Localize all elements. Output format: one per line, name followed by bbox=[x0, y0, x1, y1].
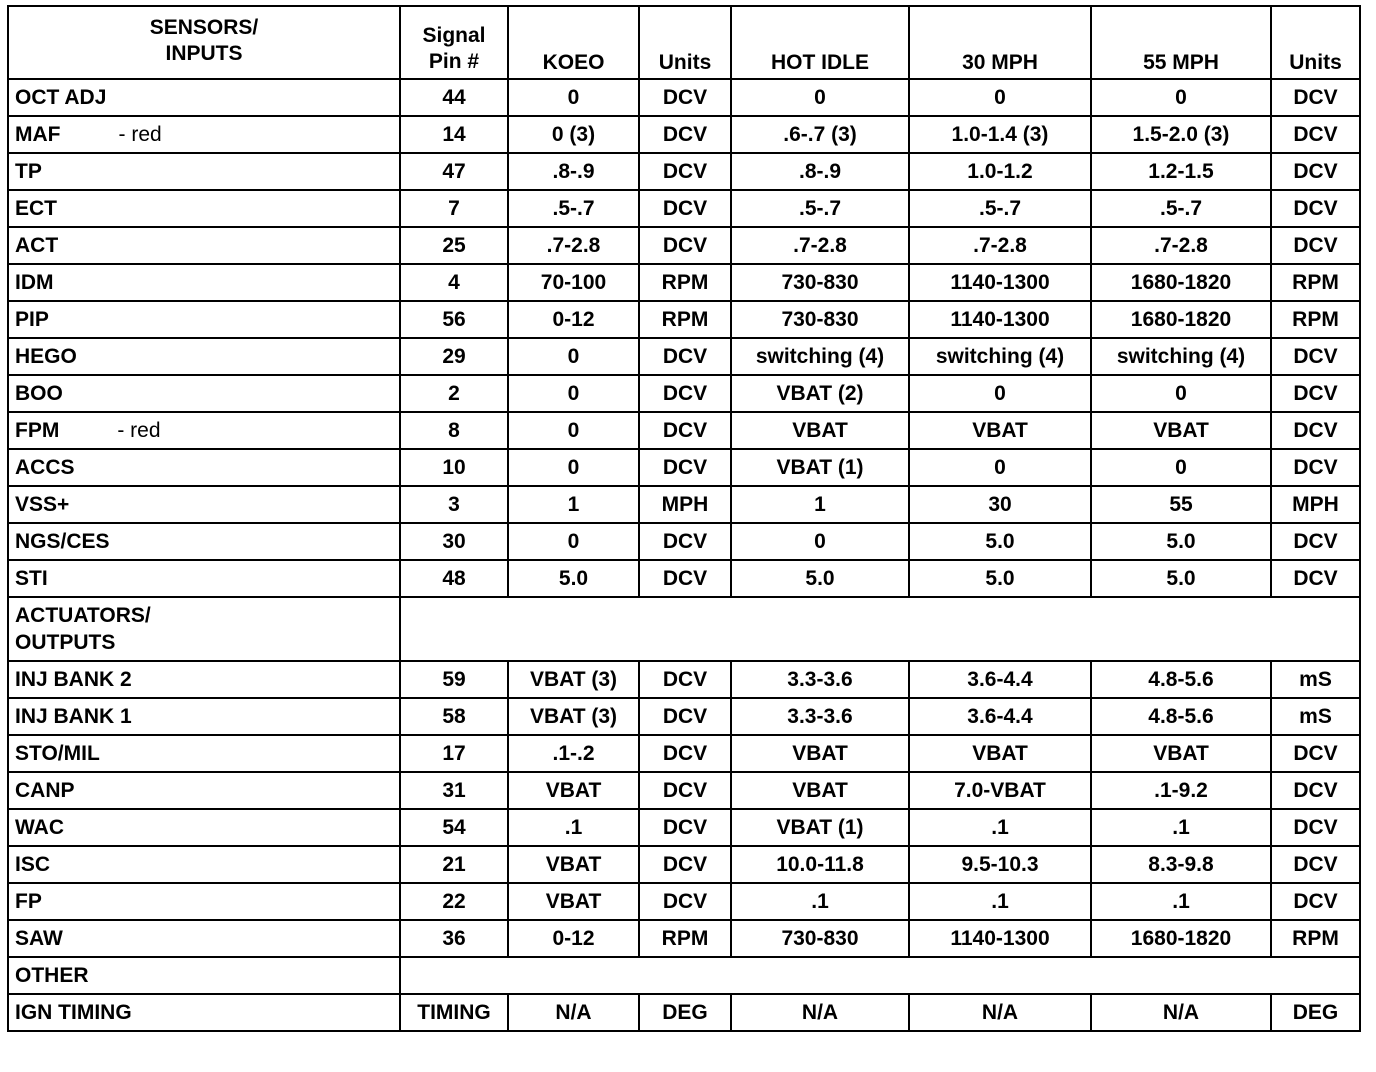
row-name bbox=[8, 338, 400, 375]
cell-koeo: VBAT bbox=[508, 883, 639, 920]
cell-hot-idle: .1 bbox=[731, 883, 909, 920]
cell-mph55: 1.5-2.0 (3) bbox=[1091, 116, 1271, 153]
cell-mph30: .5-.7 bbox=[909, 190, 1091, 227]
cell-units2: DEG bbox=[1271, 994, 1360, 1031]
header-units-2: Units bbox=[1271, 6, 1360, 79]
cell-units1: DCV bbox=[639, 449, 731, 486]
cell-units2: DCV bbox=[1271, 846, 1360, 883]
row-name-text: SAW bbox=[15, 926, 63, 950]
row-name bbox=[8, 227, 400, 264]
row-name-text: ACT bbox=[15, 233, 59, 257]
cell-units1: DCV bbox=[639, 153, 731, 190]
cell-mph55: VBAT bbox=[1091, 735, 1271, 772]
row-name bbox=[8, 449, 400, 486]
cell-pin: 54 bbox=[400, 809, 508, 846]
table-row bbox=[8, 153, 1360, 190]
cell-mph30: switching (4) bbox=[909, 338, 1091, 375]
cell-mph55: .5-.7 bbox=[1091, 190, 1271, 227]
row-name-text: MAF bbox=[15, 122, 61, 146]
cell-mph55: 0 bbox=[1091, 79, 1271, 116]
cell-units1: DCV bbox=[639, 412, 731, 449]
cell-units1: DCV bbox=[639, 190, 731, 227]
cell-units1: DCV bbox=[639, 661, 731, 698]
row-name-text: PIP bbox=[15, 307, 49, 331]
cell-mph30: 1140-1300 bbox=[909, 920, 1091, 957]
cell-pin: 14 bbox=[400, 116, 508, 153]
cell-mph55: 55 bbox=[1091, 486, 1271, 523]
table-row bbox=[8, 661, 1360, 698]
row-name-text: ISC bbox=[15, 852, 51, 876]
cell-koeo: .5-.7 bbox=[508, 190, 639, 227]
header-sensors-line1: SENSORS/ bbox=[149, 16, 259, 39]
cell-koeo: 0 bbox=[508, 375, 639, 412]
cell-koeo: 0 bbox=[508, 338, 639, 375]
cell-units2: MPH bbox=[1271, 486, 1360, 523]
row-name bbox=[8, 661, 400, 698]
cell-mph55: .1-9.2 bbox=[1091, 772, 1271, 809]
cell-koeo: 5.0 bbox=[508, 560, 639, 597]
cell-units2: DCV bbox=[1271, 375, 1360, 412]
cell-mph30: 3.6-4.4 bbox=[909, 661, 1091, 698]
header-units-1: Units bbox=[639, 6, 731, 79]
cell-koeo: 0 bbox=[508, 412, 639, 449]
cell-hot-idle: 0 bbox=[731, 79, 909, 116]
table-row bbox=[8, 560, 1360, 597]
cell-mph30: 1140-1300 bbox=[909, 301, 1091, 338]
cell-units2: DCV bbox=[1271, 412, 1360, 449]
cell-pin: 30 bbox=[400, 523, 508, 560]
table-row bbox=[8, 264, 1360, 301]
cell-units2: mS bbox=[1271, 661, 1360, 698]
cell-mph55: switching (4) bbox=[1091, 338, 1271, 375]
ecu-pin-voltage-table bbox=[7, 5, 1361, 1032]
cell-mph30: 0 bbox=[909, 375, 1091, 412]
cell-units2: DCV bbox=[1271, 338, 1360, 375]
cell-hot-idle: VBAT bbox=[731, 412, 909, 449]
cell-koeo: 0 bbox=[508, 523, 639, 560]
cell-pin: 21 bbox=[400, 846, 508, 883]
cell-hot-idle: .8-.9 bbox=[731, 153, 909, 190]
cell-koeo: .7-2.8 bbox=[508, 227, 639, 264]
cell-units1: DCV bbox=[639, 375, 731, 412]
row-name bbox=[8, 920, 400, 957]
row-name-text: CANP bbox=[15, 778, 75, 802]
table-row bbox=[8, 227, 1360, 264]
table-row bbox=[8, 116, 1360, 153]
table-row bbox=[8, 375, 1360, 412]
cell-units1: DCV bbox=[639, 846, 731, 883]
table-row bbox=[8, 735, 1360, 772]
cell-mph55: 4.8-5.6 bbox=[1091, 661, 1271, 698]
row-name-text: FPM bbox=[15, 418, 60, 442]
row-name bbox=[8, 375, 400, 412]
cell-units2: RPM bbox=[1271, 264, 1360, 301]
cell-pin: 10 bbox=[400, 449, 508, 486]
cell-hot-idle: 3.3-3.6 bbox=[731, 661, 909, 698]
cell-mph30: 1.0-1.4 (3) bbox=[909, 116, 1091, 153]
cell-koeo: 0 (3) bbox=[508, 116, 639, 153]
cell-hot-idle: .6-.7 (3) bbox=[731, 116, 909, 153]
row-name-text: INJ BANK 2 bbox=[15, 667, 132, 691]
cell-koeo: 0-12 bbox=[508, 920, 639, 957]
row-name bbox=[8, 79, 400, 116]
cell-units1: DCV bbox=[639, 735, 731, 772]
cell-hot-idle: 3.3-3.6 bbox=[731, 698, 909, 735]
row-name bbox=[8, 560, 400, 597]
cell-mph30: VBAT bbox=[909, 412, 1091, 449]
row-name-text: BOO bbox=[15, 381, 63, 405]
other-section-label bbox=[8, 957, 400, 994]
cell-koeo: VBAT (3) bbox=[508, 698, 639, 735]
row-name-text: IDM bbox=[15, 270, 54, 294]
cell-units2: DCV bbox=[1271, 449, 1360, 486]
cell-units1: DCV bbox=[639, 809, 731, 846]
table-row bbox=[8, 523, 1360, 560]
cell-hot-idle: N/A bbox=[731, 994, 909, 1031]
cell-mph55: .7-2.8 bbox=[1091, 227, 1271, 264]
row-name bbox=[8, 883, 400, 920]
cell-units1: DCV bbox=[639, 883, 731, 920]
cell-mph55: .1 bbox=[1091, 883, 1271, 920]
table-row bbox=[8, 698, 1360, 735]
table-row bbox=[8, 190, 1360, 227]
cell-units2: DCV bbox=[1271, 560, 1360, 597]
cell-hot-idle: 0 bbox=[731, 523, 909, 560]
cell-units1: DCV bbox=[639, 116, 731, 153]
cell-mph30: VBAT bbox=[909, 735, 1091, 772]
table-row bbox=[8, 79, 1360, 116]
cell-mph55: 1680-1820 bbox=[1091, 301, 1271, 338]
cell-mph55: VBAT bbox=[1091, 412, 1271, 449]
actuators-section-label-line1: ACTUATORS/ bbox=[15, 604, 151, 627]
cell-units2: DCV bbox=[1271, 190, 1360, 227]
cell-koeo: 0 bbox=[508, 449, 639, 486]
cell-mph55: 5.0 bbox=[1091, 560, 1271, 597]
header-sensors-inputs bbox=[8, 6, 400, 79]
cell-units1: RPM bbox=[639, 264, 731, 301]
cell-mph30: 3.6-4.4 bbox=[909, 698, 1091, 735]
cell-mph30: 7.0-VBAT bbox=[909, 772, 1091, 809]
cell-koeo: 1 bbox=[508, 486, 639, 523]
cell-pin: 58 bbox=[400, 698, 508, 735]
cell-pin: 44 bbox=[400, 79, 508, 116]
row-name-text: STO/MIL bbox=[15, 741, 100, 765]
row-name bbox=[8, 153, 400, 190]
row-name bbox=[8, 809, 400, 846]
cell-hot-idle: 5.0 bbox=[731, 560, 909, 597]
cell-units2: DCV bbox=[1271, 227, 1360, 264]
cell-mph55: 0 bbox=[1091, 375, 1271, 412]
cell-units2: DCV bbox=[1271, 735, 1360, 772]
row-name-text: FP bbox=[15, 889, 42, 913]
row-name bbox=[8, 190, 400, 227]
other-section-label-line1: OTHER bbox=[15, 963, 89, 987]
table-row bbox=[8, 772, 1360, 809]
cell-mph30: 0 bbox=[909, 449, 1091, 486]
cell-mph55: 1680-1820 bbox=[1091, 920, 1271, 957]
row-name-text: ACCS bbox=[15, 455, 75, 479]
other-section-blank bbox=[400, 957, 1360, 994]
table-row bbox=[8, 920, 1360, 957]
cell-units2: mS bbox=[1271, 698, 1360, 735]
cell-mph30: 5.0 bbox=[909, 560, 1091, 597]
cell-koeo: 0 bbox=[508, 79, 639, 116]
cell-mph30: 30 bbox=[909, 486, 1091, 523]
cell-pin: 56 bbox=[400, 301, 508, 338]
row-name-text: NGS/CES bbox=[15, 529, 110, 553]
cell-units1: DCV bbox=[639, 560, 731, 597]
header-30-mph: 30 MPH bbox=[909, 6, 1091, 79]
cell-units1: DCV bbox=[639, 772, 731, 809]
cell-hot-idle: 730-830 bbox=[731, 301, 909, 338]
cell-pin: 47 bbox=[400, 153, 508, 190]
cell-hot-idle: 10.0-11.8 bbox=[731, 846, 909, 883]
cell-mph55: 1680-1820 bbox=[1091, 264, 1271, 301]
cell-mph30: .1 bbox=[909, 809, 1091, 846]
row-name bbox=[8, 412, 400, 449]
row-name bbox=[8, 116, 400, 153]
cell-pin: 29 bbox=[400, 338, 508, 375]
cell-mph30: 1140-1300 bbox=[909, 264, 1091, 301]
header-sensors-line2: INPUTS bbox=[165, 42, 243, 65]
cell-units2: RPM bbox=[1271, 301, 1360, 338]
cell-mph30: .7-2.8 bbox=[909, 227, 1091, 264]
actuators-section-row bbox=[8, 597, 1360, 661]
cell-hot-idle: VBAT (1) bbox=[731, 809, 909, 846]
cell-mph30: 1.0-1.2 bbox=[909, 153, 1091, 190]
row-name-text: HEGO bbox=[15, 344, 77, 368]
cell-hot-idle: VBAT (1) bbox=[731, 449, 909, 486]
cell-pin: 2 bbox=[400, 375, 508, 412]
row-name-text: INJ BANK 1 bbox=[15, 704, 132, 728]
row-name-text: TP bbox=[15, 159, 42, 183]
header-signal-pin bbox=[400, 6, 508, 79]
cell-koeo: .1-.2 bbox=[508, 735, 639, 772]
cell-hot-idle: .5-.7 bbox=[731, 190, 909, 227]
cell-koeo: N/A bbox=[508, 994, 639, 1031]
other-section-row bbox=[8, 957, 1360, 994]
cell-units1: DEG bbox=[639, 994, 731, 1031]
cell-koeo: 70-100 bbox=[508, 264, 639, 301]
cell-pin: TIMING bbox=[400, 994, 508, 1031]
table-row bbox=[8, 486, 1360, 523]
cell-mph55: 0 bbox=[1091, 449, 1271, 486]
cell-pin: 7 bbox=[400, 190, 508, 227]
row-name-text: IGN TIMING bbox=[15, 1000, 132, 1024]
cell-units2: DCV bbox=[1271, 772, 1360, 809]
cell-mph30: 0 bbox=[909, 79, 1091, 116]
cell-pin: 4 bbox=[400, 264, 508, 301]
cell-units1: DCV bbox=[639, 338, 731, 375]
cell-hot-idle: VBAT (2) bbox=[731, 375, 909, 412]
row-name bbox=[8, 994, 400, 1031]
cell-mph55: .1 bbox=[1091, 809, 1271, 846]
row-note: - red bbox=[118, 122, 162, 146]
row-name bbox=[8, 486, 400, 523]
row-name bbox=[8, 846, 400, 883]
row-name-text: OCT ADJ bbox=[15, 85, 107, 109]
table-row bbox=[8, 994, 1360, 1031]
cell-units1: RPM bbox=[639, 920, 731, 957]
row-name bbox=[8, 698, 400, 735]
header-hot-idle: HOT IDLE bbox=[731, 6, 909, 79]
cell-units2: DCV bbox=[1271, 809, 1360, 846]
row-name bbox=[8, 523, 400, 560]
row-name-text: STI bbox=[15, 566, 48, 590]
cell-hot-idle: 730-830 bbox=[731, 264, 909, 301]
table-row bbox=[8, 338, 1360, 375]
cell-mph55: 5.0 bbox=[1091, 523, 1271, 560]
actuators-section-label-line2: OUTPUTS bbox=[15, 631, 116, 654]
row-name bbox=[8, 301, 400, 338]
diagnostic-table-wrapper bbox=[7, 5, 1361, 1032]
cell-units1: DCV bbox=[639, 227, 731, 264]
cell-units1: MPH bbox=[639, 486, 731, 523]
cell-units2: RPM bbox=[1271, 920, 1360, 957]
cell-koeo: .8-.9 bbox=[508, 153, 639, 190]
cell-units2: DCV bbox=[1271, 79, 1360, 116]
cell-hot-idle: 730-830 bbox=[731, 920, 909, 957]
cell-hot-idle: switching (4) bbox=[731, 338, 909, 375]
cell-hot-idle: VBAT bbox=[731, 735, 909, 772]
cell-koeo: VBAT bbox=[508, 772, 639, 809]
cell-pin: 59 bbox=[400, 661, 508, 698]
header-signal-line1: Signal bbox=[422, 24, 486, 47]
cell-units2: DCV bbox=[1271, 116, 1360, 153]
cell-pin: 36 bbox=[400, 920, 508, 957]
cell-pin: 25 bbox=[400, 227, 508, 264]
cell-koeo: VBAT bbox=[508, 846, 639, 883]
row-name bbox=[8, 264, 400, 301]
cell-units2: DCV bbox=[1271, 153, 1360, 190]
row-name bbox=[8, 772, 400, 809]
cell-koeo: 0-12 bbox=[508, 301, 639, 338]
cell-mph55: 8.3-9.8 bbox=[1091, 846, 1271, 883]
cell-mph30: 5.0 bbox=[909, 523, 1091, 560]
row-name-text: ECT bbox=[15, 196, 57, 220]
table-body bbox=[8, 79, 1360, 1031]
table-row bbox=[8, 846, 1360, 883]
cell-mph30: .1 bbox=[909, 883, 1091, 920]
actuators-section-blank bbox=[400, 597, 1360, 661]
cell-mph55: 4.8-5.6 bbox=[1091, 698, 1271, 735]
cell-pin: 31 bbox=[400, 772, 508, 809]
header-signal-line2: Pin # bbox=[428, 50, 480, 73]
cell-units1: RPM bbox=[639, 301, 731, 338]
cell-units1: DCV bbox=[639, 698, 731, 735]
actuators-section-label bbox=[8, 597, 400, 661]
cell-units2: DCV bbox=[1271, 523, 1360, 560]
cell-pin: 3 bbox=[400, 486, 508, 523]
table-row bbox=[8, 449, 1360, 486]
cell-pin: 22 bbox=[400, 883, 508, 920]
cell-mph30: 9.5-10.3 bbox=[909, 846, 1091, 883]
cell-mph30: N/A bbox=[909, 994, 1091, 1031]
table-row bbox=[8, 809, 1360, 846]
cell-units1: DCV bbox=[639, 79, 731, 116]
row-name bbox=[8, 735, 400, 772]
cell-koeo: VBAT (3) bbox=[508, 661, 639, 698]
header-55-mph: 55 MPH bbox=[1091, 6, 1271, 79]
cell-mph55: N/A bbox=[1091, 994, 1271, 1031]
row-name-text: WAC bbox=[15, 815, 64, 839]
cell-mph55: 1.2-1.5 bbox=[1091, 153, 1271, 190]
cell-pin: 48 bbox=[400, 560, 508, 597]
table-row bbox=[8, 883, 1360, 920]
header-koeo: KOEO bbox=[508, 6, 639, 79]
row-note: - red bbox=[117, 418, 161, 442]
cell-koeo: .1 bbox=[508, 809, 639, 846]
table-row bbox=[8, 301, 1360, 338]
table-row bbox=[8, 412, 1360, 449]
cell-units2: DCV bbox=[1271, 883, 1360, 920]
header-row bbox=[8, 6, 1360, 79]
cell-pin: 17 bbox=[400, 735, 508, 772]
row-name-text: VSS+ bbox=[15, 492, 70, 516]
cell-hot-idle: 1 bbox=[731, 486, 909, 523]
cell-units1: DCV bbox=[639, 523, 731, 560]
cell-hot-idle: VBAT bbox=[731, 772, 909, 809]
cell-hot-idle: .7-2.8 bbox=[731, 227, 909, 264]
cell-pin: 8 bbox=[400, 412, 508, 449]
